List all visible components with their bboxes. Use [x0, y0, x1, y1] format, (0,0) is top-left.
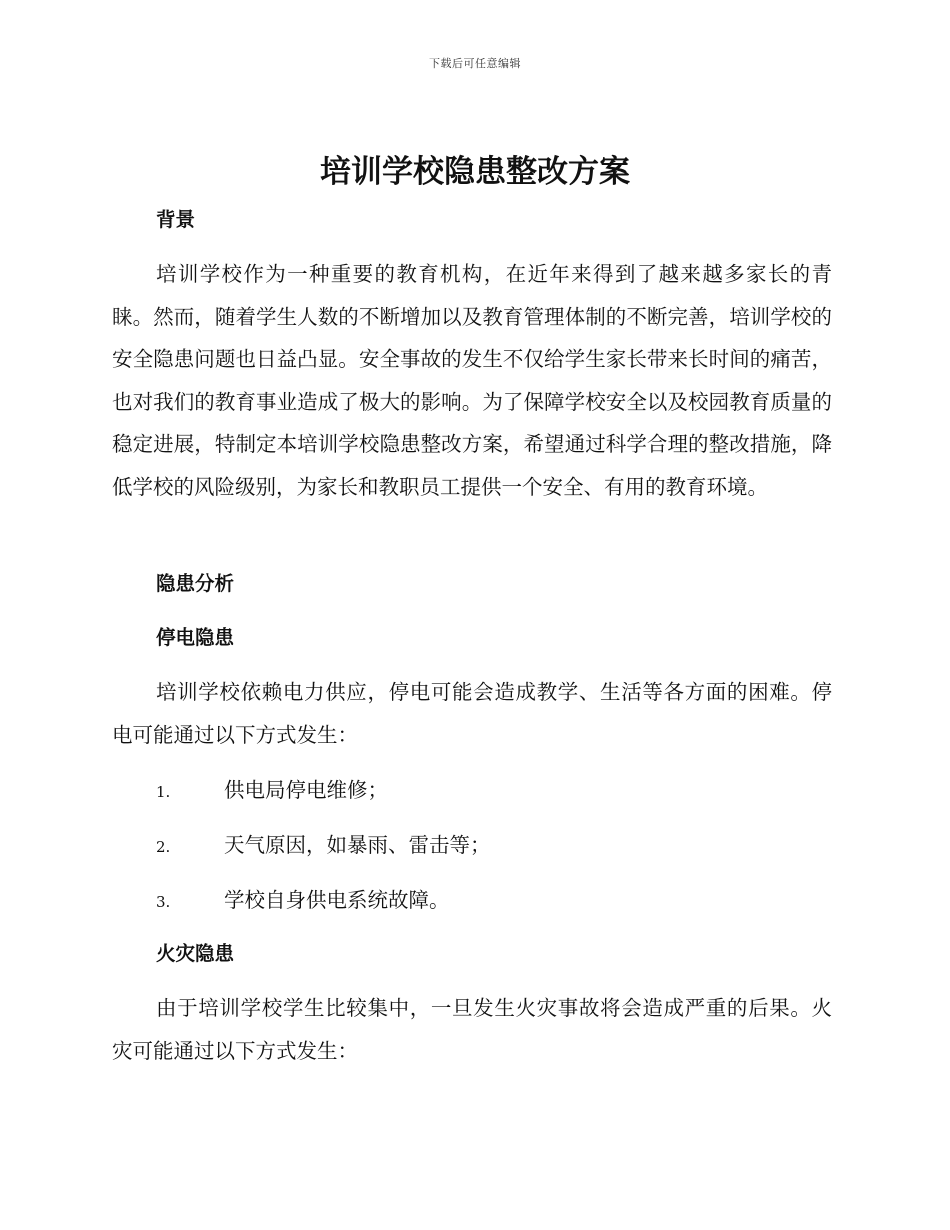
list-item-number: 3. [156, 893, 171, 911]
list-item-text: 学校自身供电系统故障。 [224, 888, 450, 912]
paragraph-fire: 由于培训学校学生比较集中，一旦发生火灾事故将会造成严重的后果。火灾可能通过以下方式发生： [112, 996, 832, 1063]
paragraph-power-outage: 培训学校依赖电力供应，停电可能会造成教学、生活等各方面的困难。停电可能通过以下方式发生： [112, 680, 832, 747]
list-item-text: 供电局停电维修； [224, 778, 388, 802]
heading-analysis: 隐患分析 [156, 572, 235, 595]
paragraph-background: 培训学校作为一种重要的教育机构，在近年来得到了越来越多家长的青睐。然而，随着学生人数的不断增加以及教育管理体制的不断完善，培训学校的安全隐患问题也日益凸显。安全事故的发生不仅给学生家长带来长时间的痛苦，也对我们的教育事业造成了极大的影响。为了保障学校安全以及校园教育质量的稳定进展，特制定本培训学校隐患整改方案，希望通过科学合理的整改措施，降低学校的风险级别，为家长和教职员工提供一个安全、有用的教育环境。 [112, 262, 832, 499]
document-title: 培训学校隐患整改方案 [320, 154, 630, 190]
heading-power-outage: 停电隐患 [156, 626, 235, 649]
list-item [156, 830, 836, 862]
heading-background: 背景 [156, 208, 196, 231]
header-note: 下载后可任意编辑 [429, 57, 521, 70]
list-item-number: 2. [156, 838, 171, 856]
list-item [156, 775, 836, 807]
list-item-number: 1. [156, 783, 171, 801]
list-item-text: 天气原因，如暴雨、雷击等； [224, 833, 491, 857]
list-item [156, 885, 836, 917]
heading-fire: 火灾隐患 [156, 942, 235, 965]
